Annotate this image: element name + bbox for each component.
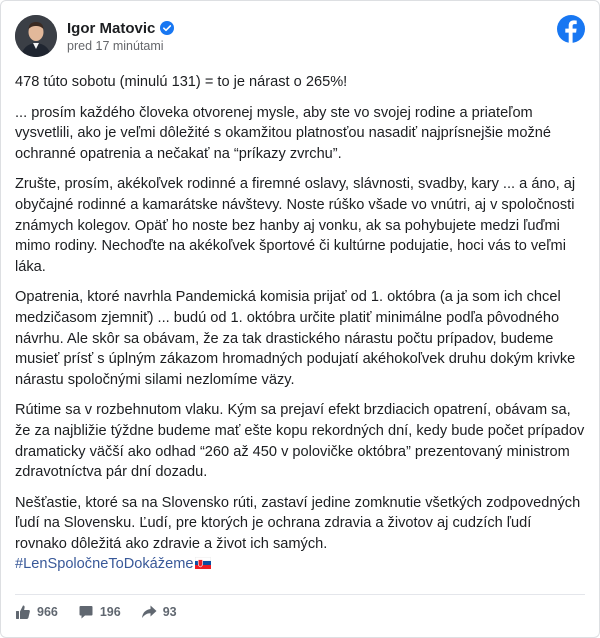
verified-badge-icon bbox=[160, 21, 174, 35]
author-name-row bbox=[67, 20, 174, 37]
post-paragraph: ... prosím každého človeka otvorenej mysle, aby ste vo svojej rodine a priateľom vysvetlili, ako je veľmi dôležité s okamžitou platnosťou nasadiť najprísnejšie možné ochranné opatrenia a nečakať na “príkazy zvrchu”. bbox=[15, 104, 551, 162]
comment-icon bbox=[78, 604, 94, 620]
post-body bbox=[15, 72, 585, 576]
hashtag-link[interactable]: #LenSpoločneToDokážeme bbox=[15, 556, 194, 573]
share-arrow-icon bbox=[141, 604, 157, 620]
comment-count-button[interactable] bbox=[78, 604, 121, 620]
post-paragraph-text: Nešťastie, ktoré sa na Slovensko rúti, zastaví jedine zomknutie všetkých zodpovedných ľudí na Slovensku. Ľudí, pre ktorých je ochrana zdravia a životov aj cudzích ľudí rovnako dôležitá ako zdravie a život ich samých. bbox=[15, 494, 581, 552]
post-paragraph: Rútime sa v rozbehnutom vlaku. Kým sa prejaví efekt brzdiacich opatrení, obávam sa, že za najbližie týždne budeme mať ešte kopu rekordných dní, kedy bude počet prípadov dramaticky väčší ako odhad “260 až 450 v polovičke októbra” prezentovaný ministrom zdravotníctva pár dní dozadu. bbox=[15, 402, 585, 481]
author-info bbox=[67, 20, 174, 53]
share-count-button[interactable] bbox=[141, 604, 177, 620]
post-paragraph: Zrušte, prosím, akékoľvek rodinné a firemné oslavy, slávnosti, svadby, kary ... a áno, aj obyčajné rodinné a kamarátske návštevy. Noste rúško všade vo vnútri, aj v spoločnosti známych kolegov. Opäť ho noste bez hanby aj vonku, ak sa pohybujete medzi ľuďmi mimo rodiny. Nechoďte na akékoľvek športové či kultúrne podujatie, hoci vás to veľmi láka. bbox=[15, 176, 576, 275]
like-count-button[interactable] bbox=[15, 604, 58, 620]
footer-divider bbox=[15, 594, 585, 595]
slovak-flag-icon bbox=[195, 555, 211, 576]
share-count: 93 bbox=[162, 605, 177, 619]
author-name[interactable]: Igor Matovic bbox=[67, 19, 156, 37]
post-stats bbox=[15, 604, 197, 620]
post-paragraph: 478 túto sobotu (minulú 131) = to je nárast o 265%! bbox=[15, 74, 348, 90]
post-timestamp[interactable]: pred 17 minútami bbox=[67, 38, 164, 53]
author-avatar[interactable] bbox=[15, 15, 57, 57]
facebook-logo-icon bbox=[557, 15, 585, 48]
comment-count: 196 bbox=[99, 605, 121, 619]
post-header bbox=[15, 13, 174, 59]
post-paragraph-last bbox=[15, 493, 585, 576]
post-paragraph: Opatrenia, ktoré navrhla Pandemická komisia prijať od 1. októbra (a ja som ich chcel medzičasom zjemniť) ... budú od 1. októbra určite platiť minimálne podľa pôvodného návrhu. Ale skôr sa obávam, že za tak drastického nárastu počtu prípadov, budeme musieť prísť s úplným zákazom hromadných podujatí akéhokoľvek druhu dokým krivke nárastu spoločnými silami nezlomíme väzy. bbox=[15, 289, 576, 388]
thumbs-up-icon bbox=[15, 604, 31, 620]
like-count: 966 bbox=[37, 605, 58, 619]
